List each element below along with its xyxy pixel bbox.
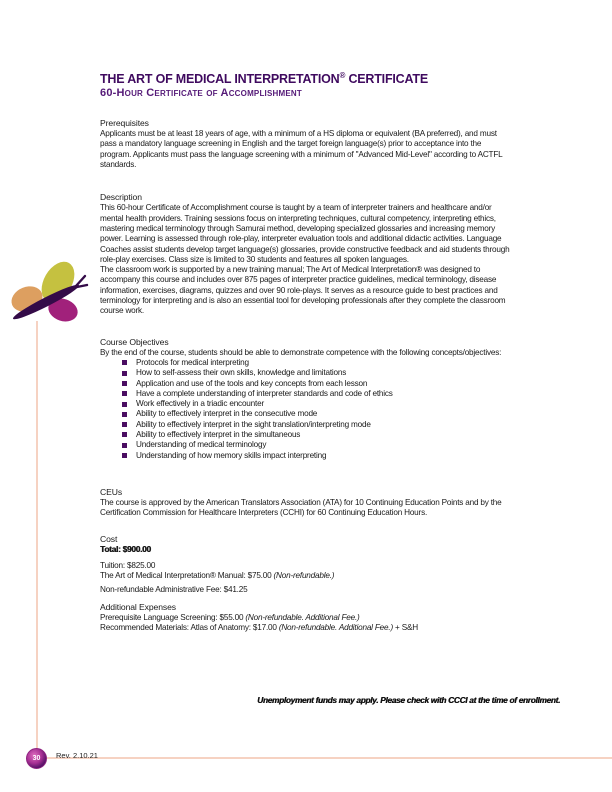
description-paragraph-2: The classroom work is supported by a new training manual; The Art of Medical Interpretation® was designed to accompany this course and includes over 875 pages of interpreter practice guidelines, medical terminology, disease information, exercises, diagrams, quizzes and over 90 role-plays. It serves as a resource guide to best practices and terminology for interpreting and is also an essential tool for developing professionals after they complete the classroom course work. (100, 265, 506, 316)
page-number: 30 (32, 755, 41, 762)
butterfly-logo-icon (6, 256, 90, 334)
expense-line-text: Recommended Materials: Atlas of Anatomy: $17.00 (100, 622, 279, 632)
objective-text: Understanding of medical terminology (136, 440, 267, 450)
square-bullet-icon (122, 453, 127, 458)
list-item (122, 420, 512, 430)
cost-line-manual (100, 571, 512, 581)
objective-text: Have a complete understanding of interpreter standards and code of ethics (136, 388, 393, 398)
additional-expense-line (100, 623, 512, 633)
objective-text: Protocols for medical interpreting (136, 357, 249, 367)
page-title (100, 68, 512, 87)
course-objectives-heading: Course Objectives (100, 336, 169, 347)
description-heading: Description (100, 192, 142, 203)
square-bullet-icon (122, 432, 127, 437)
page-title-main: THE ART OF MEDICAL INTERPRETATION (100, 72, 340, 87)
page-title-tail: CERTIFICATE (345, 72, 428, 87)
square-bullet-icon (122, 402, 127, 407)
cost-line-admin-fee (100, 585, 512, 595)
objective-text: Work effectively in a triadic encounter (136, 399, 264, 409)
cost-line-text: Tuition: $825.00 (100, 560, 156, 570)
cost-line-tuition (100, 561, 512, 571)
horizontal-accent-rule (36, 757, 612, 759)
square-bullet-icon (122, 391, 127, 396)
square-bullet-icon (122, 381, 127, 386)
ceus-text: The course is approved by the American Translators Association (ATA) for 10 Continuing Education Points and by the Certification Commission for Healthcare Interpreters (CCHI) for 60 Continuing Education Hours. (100, 497, 502, 518)
description-paragraph-1: This 60-hour Certificate of Accomplishment course is taught by a team of interpreter trainers and healthcare and/or mental health providers. Training sessions focus on interpreting techniques, cultural competency, interpreting ethics, mastering medical terminology through Samurai method, developing specialized glossaries and increasing memory power. Learning is assessed through role-play, interpreter evaluation tools and additional didactic activities. Language Coaches assist students develop target language(s) glossaries, provide constructive feedback and aid students through role-play exercises. Class size is limited to 30 students and features all spoken languages. (100, 203, 510, 264)
page-number-badge (26, 748, 47, 769)
prerequisites-heading: Prerequisites (100, 118, 149, 129)
square-bullet-icon (122, 371, 127, 376)
expense-line-text: Prerequisite Language Screening: $55.00 (100, 612, 246, 622)
cost-line-text: Non-refundable Administrative Fee: $41.25 (100, 585, 248, 595)
expense-line-italic: (Non-refundable. Additional Fee.) (245, 612, 360, 622)
cost-line-text: The Art of Medical Interpretation® Manual: $75.00 (100, 571, 274, 581)
square-bullet-icon (122, 422, 127, 427)
objective-text: Ability to effectively interpret in the sight translation/interpreting mode (136, 419, 371, 429)
cost-total: Total: $900.00 (100, 545, 151, 555)
revision-label: Rev. 2.10.21 (56, 751, 98, 760)
cost-heading: Cost (100, 534, 118, 545)
expense-line-italic: (Non-refundable. Additional Fee.) (278, 622, 393, 632)
list-item (122, 389, 512, 399)
prerequisites-text: Applicants must be at least 18 years of age, with a minimum of a HS diploma or equivalent (BA preferred), and must pass a mandatory language screening in English and the target foreign language(s) prior to acceptance into the program. Applicants must pass the language screening with a minimum of "Advanced Mid-Level" according to ACTFL standards. (100, 129, 503, 170)
objective-text: Ability to effectively interpret in the simultaneous (136, 429, 301, 439)
objective-text: Application and use of the tools and key concepts from each lesson (136, 378, 368, 388)
vertical-accent-rule (36, 321, 38, 758)
square-bullet-icon (122, 412, 127, 417)
list-item (122, 368, 512, 378)
expense-line-suffix: + S&H (392, 622, 418, 632)
objective-text: How to self-assess their own skills, knowledge and limitations (136, 368, 347, 378)
objective-text: Understanding of how memory skills impact interpreting (136, 450, 327, 460)
list-item (122, 399, 512, 409)
list-item (122, 358, 512, 368)
square-bullet-icon (122, 360, 127, 365)
additional-expense-line (100, 613, 512, 623)
cost-line-italic: (Non-refundable.) (273, 571, 335, 581)
list-item (122, 379, 512, 389)
course-objectives-list (100, 358, 512, 461)
course-objectives-intro: By the end of the course, students should be able to demonstrate competence with the following concepts/objectives: (100, 347, 502, 357)
page-subtitle: 60-Hour Certificate of Accomplishment (100, 87, 302, 100)
list-item (122, 409, 512, 419)
list-item (122, 440, 512, 450)
list-item (122, 451, 512, 461)
document-content (100, 68, 512, 633)
square-bullet-icon (122, 443, 127, 448)
ceus-heading: CEUs (100, 486, 123, 497)
objective-text: Ability to effectively interpret in the consecutive mode (136, 409, 318, 419)
additional-expenses-heading: Additional Expenses (100, 601, 176, 612)
list-item (122, 430, 512, 440)
unemployment-funds-note: Unemployment funds may apply. Please check with CCCI at the time of enrollment. (257, 695, 560, 705)
registered-trademark-symbol: ® (339, 71, 346, 80)
